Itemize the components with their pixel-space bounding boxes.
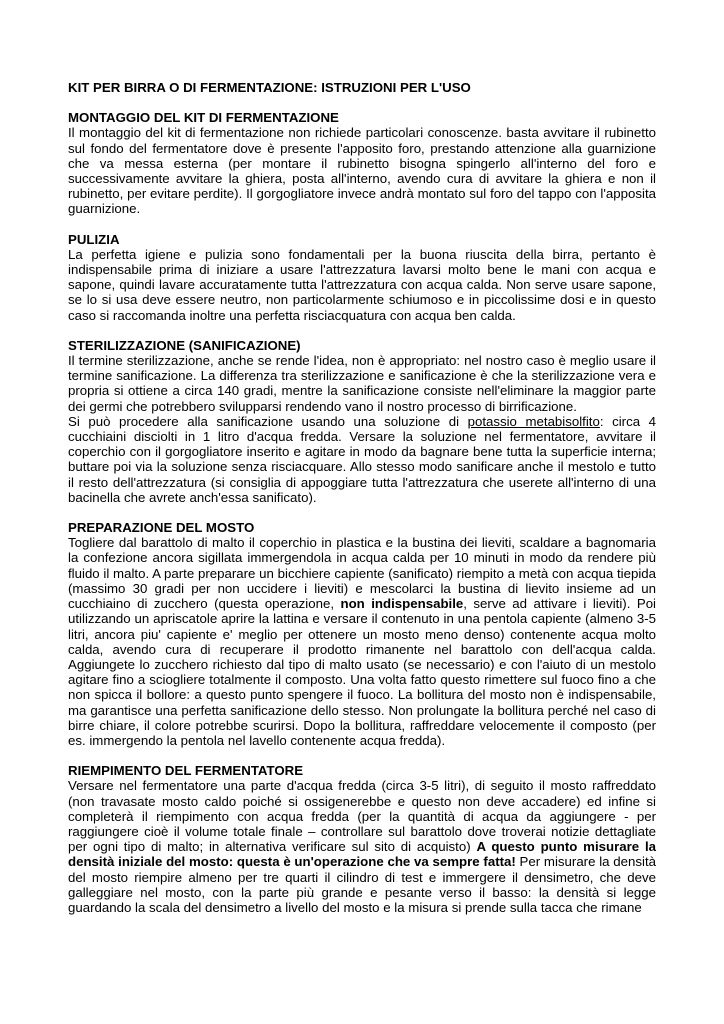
- document-title: KIT PER BIRRA O DI FERMENTAZIONE: ISTRUZIONI PER L'USO: [68, 80, 471, 95]
- section-montaggio: [68, 110, 656, 216]
- section-text-riempimento: [68, 778, 656, 915]
- sanificazione-text-before: Si può procedere alla sanificazione usando una soluzione di: [68, 413, 468, 429]
- section-pulizia: [68, 232, 656, 323]
- section-text-montaggio: Il montaggio del kit di fermentazione non richiede particolari conoscenze. basta avvitare il rubinetto sul fondo del fermentatore dove è presente l'apposito foro, prestando attenzione alla guarnizione che va messa esterna (per montare il rubinetto bisogna spingerlo all'interno del foro e successivamente avvitare la ghiera, posta all'interno, avendo cura di avvitare la ghiera e non il rubinetto, per evitare perdite). Il gorgogliatore invece andrà montato sul foro del tappo con l'apposita guarnizione.: [68, 125, 656, 217]
- potassio-metabisolfito-link[interactable]: potassio metabisolfito: [467, 413, 600, 429]
- section-heading-montaggio: MONTAGGIO DEL KIT DI FERMENTAZIONE: [68, 110, 339, 126]
- riempimento-bold-text: A questo punto misurare la densità iniziale del mosto: questa è un'operazione che va sempre fatta!: [68, 839, 656, 870]
- section-heading-riempimento: RIEMPIMENTO DEL FERMENTATORE: [68, 763, 304, 779]
- sanificazione-text-after: : circa 4 cucchiaini disciolti in 1 litro d'acqua fredda. Versare la soluzione nel fermentatore, avvitare il coperchio con il gorgogliatore inserito e agitare in modo da bagnare bene tutta la superficie interna; buttare poi via la soluzione senza risciacquare. Allo stesso modo sanificare anche il mestolo e tutto il resto dell'attrezzatura (si consiglia di appoggiare tutta l'attrezzatura che userete all'interno di una bacinella che avrete anch'essa sanificato).: [68, 413, 656, 505]
- section-text-sterilizzazione-2: [68, 414, 656, 505]
- section-riempimento: [68, 763, 656, 915]
- section-heading-preparazione: PREPARAZIONE DEL MOSTO: [68, 520, 255, 536]
- preparazione-text-before: Togliere dal barattolo di malto il coperchio in plastica e la bustina dei lieviti, scaldare a bagnomaria la confezione ancora sigillata immergendola in acqua calda per 10 minuti in modo da rendere più fluido il malto. A parte preparare un bicchiere capiente (sanificato) riempito a metà con acqua tiepida (massimo 30 gradi per non uccidere i lieviti) e mescolarci la bustina di lievito insieme ad un cucchiaino di zucchero (questa operazione,: [68, 535, 656, 612]
- section-text-preparazione: [68, 535, 656, 748]
- riempimento-text-after: Per misurare la densità del mosto riempire almeno per tre quarti il cilindro di test e immergere il densimetro, che deve galleggiare nel mosto, con la parte più grande e pesante verso il basso: la densità si legge guardando la scala del densimetro a livello del mosto e la misura si prende sulla tacca che rimane: [68, 854, 656, 915]
- section-text-pulizia: La perfetta igiene e pulizia sono fondamentali per la buona riuscita della birra, pertanto è indispensabile prima di iniziare a usare l'attrezzatura lavarsi molto bene le mani con acqua e sapone, quindi lavare accuratamente tutta l'attrezzatura con acqua calda. Non serve usare sapone, se lo si usa deve essere neutro, non particolarmente schiumoso e in piccolissime dosi e in questo caso si raccomanda inoltre una perfetta risciacquatura con acqua ben calda.: [68, 246, 656, 323]
- section-sterilizzazione: [68, 338, 656, 505]
- riempimento-text-before: Versare nel fermentatore una parte d'acqua fredda (circa 3-5 litri), di seguito il mosto raffreddato (non travasate mosto caldo poiché si ossigenerebbe e questo non deve accadere) ed infine si completerà il riempimento con acqua fredda (per la quantità di acqua da aggiungere - per raggiungere cioè il volume totale finale – controllare sul barattolo dove troverai notizie dettagliate per ogni tipo di malto; in alternativa verificare sul sito di acquisto): [68, 778, 656, 855]
- preparazione-text-after: , serve ad attivare i lieviti). Poi utilizzando un apriscatole aprire la lattina e versare il contenuto in una pentola capiente (almeno 3-5 litri, ancora piu' capiente e' meglio per ottenere un mosto meno denso) contenente acqua molto calda, avendo cura di recuperare il prodotto rimanente nel barattolo con dell'acqua calda. Aggiungete lo zucchero richiesto dal tipo di malto usato (se necessario) e con l'aiuto di un mestolo agitare fino a sciogliere totalmente il composto. Una volta fatto questo rimettere sul fuoco fino a che non spicca il bollore: a questo punto spengere il fuoco. La bollitura del mosto non è indispensabile, ma garantisce una perfetta sanificazione dello stesso. Non prolungate la bollitura perché nel caso di birre chiare, il colore potrebbe scurirsi. Dopo la bollitura, raffreddare velocemente il composto (per es. immergendo la pentola nel lavello contenente acqua fredda).: [68, 596, 657, 748]
- preparazione-bold-text: non indispensabile: [340, 596, 464, 612]
- document-page: [68, 80, 656, 930]
- section-heading-sterilizzazione: STERILIZZAZIONE (SANIFICAZIONE): [68, 337, 301, 353]
- section-preparazione: [68, 520, 656, 748]
- section-heading-pulizia: PULIZIA: [68, 231, 120, 247]
- section-text-sterilizzazione-1: Il termine sterilizzazione, anche se rende l'idea, non è appropriato: nel nostro caso è meglio usare il termine sanificazione. La differenza tra sterilizzazione e sanificazione è che la sterilizzazione vera e propria si ottiene a circa 140 gradi, mentre la sanificazione consiste nell'eliminare la maggior parte dei germi che potrebbero svilupparsi rendendo vano il nostro processo di birrificazione.: [68, 353, 656, 414]
